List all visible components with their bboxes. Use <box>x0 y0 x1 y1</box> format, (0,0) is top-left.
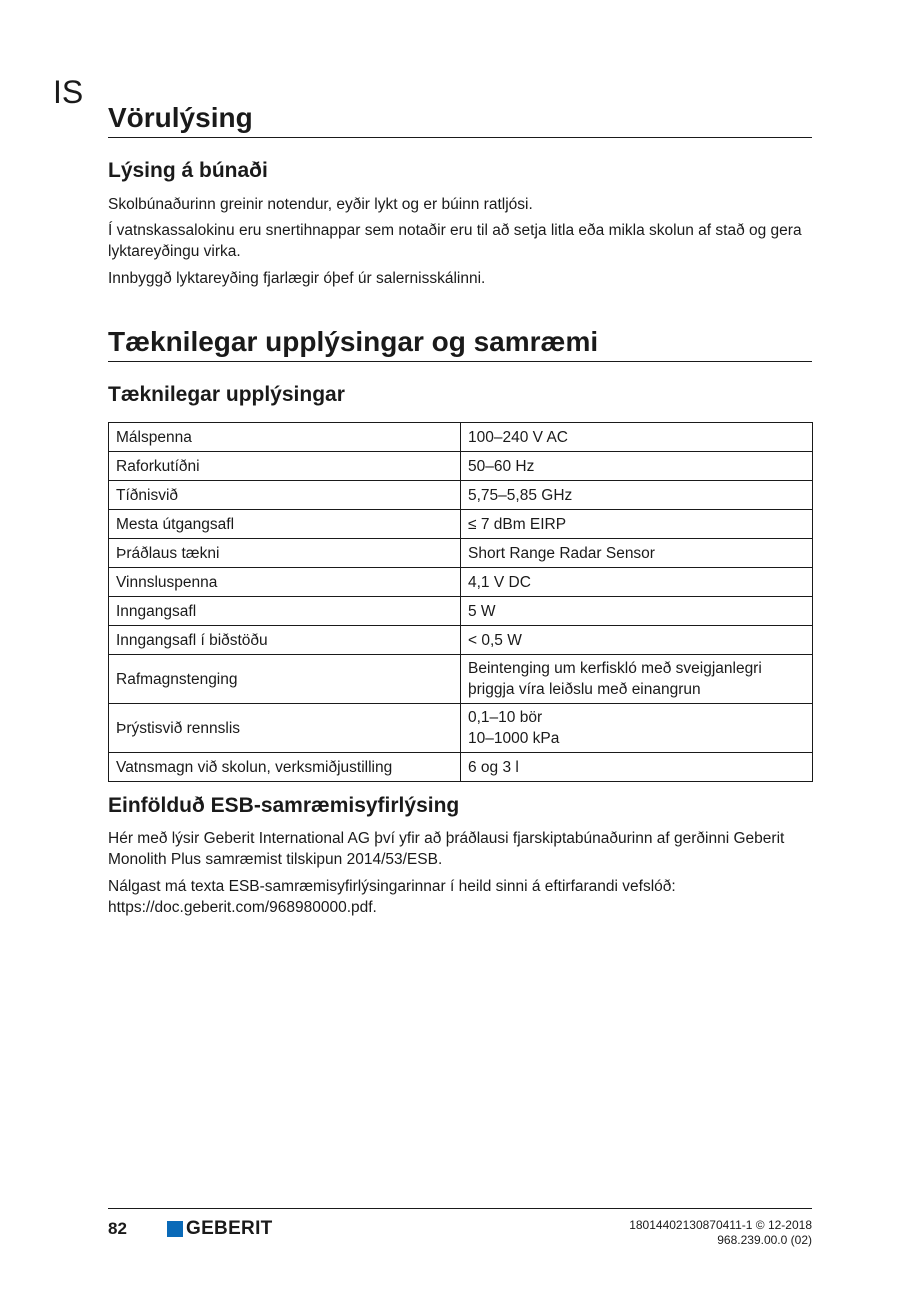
table-row <box>109 481 813 510</box>
document-code: 968.239.00.0 (02) <box>717 1233 812 1247</box>
table-cell-value: 6 og 3 l <box>461 753 813 782</box>
table-cell-parameter: Tíðnisvið <box>109 481 461 510</box>
table-row <box>109 704 813 753</box>
table-cell-value: 50–60 Hz <box>461 452 813 481</box>
logo-square-icon <box>167 1221 183 1237</box>
table-cell-parameter: Inngangsafl <box>109 597 461 626</box>
table-cell-parameter: Þrýstisvið rennslis <box>109 704 461 753</box>
device-description-paragraph: Skolbúnaðurinn greinir notendur, eyðir lykt og er búinn ratljósi. <box>108 196 533 213</box>
table-cell-parameter: Málspenna <box>109 423 461 452</box>
eu-declaration-paragraph: Hér með lýsir Geberit International AG því yfir að þráðlausi fjarskiptabúnaðurinn af gerðinni Geberit Monolith Plus samræmist tilskipun 2014/53/ESB. <box>108 830 785 868</box>
table-cell-value: 5 W <box>461 597 813 626</box>
logo-wordmark: GEBERIT <box>186 1218 273 1239</box>
table-row <box>109 568 813 597</box>
table-row <box>109 597 813 626</box>
table-row <box>109 753 813 782</box>
table-row <box>109 452 813 481</box>
table-cell-parameter: Þráðlaus tækni <box>109 539 461 568</box>
table-cell-value-line: Beintenging um kerfiskló með sveigjanlegri <box>468 660 762 677</box>
table-row <box>109 655 813 704</box>
table-cell-parameter: Rafmagnstenging <box>109 655 461 704</box>
table-cell-value <box>461 704 813 753</box>
geberit-logo <box>167 1219 273 1239</box>
device-description-paragraph: Innbyggð lyktareyðing fjarlægir óþef úr salernisskálinni. <box>108 270 486 287</box>
table-cell-value: ≤ 7 dBm EIRP <box>461 510 813 539</box>
eu-declaration-paragraph: Nálgast má texta ESB-samræmisyfirlýsingarinnar í heild sinni á eftirfarandi vefslóð: https://doc.geberit.com/968980000.pdf. <box>108 878 676 916</box>
table-cell-parameter: Vinnsluspenna <box>109 568 461 597</box>
language-code: IS <box>53 74 84 110</box>
section-heading-product: Vörulýsing <box>108 101 812 138</box>
table-row <box>109 510 813 539</box>
subheading-technical-data: Tæknilegar upplýsingar <box>108 383 345 406</box>
table-cell-value-line: 10–1000 kPa <box>468 730 560 747</box>
table-cell-parameter: Inngangsafl í biðstöðu <box>109 626 461 655</box>
table-row <box>109 626 813 655</box>
table-cell-value: 4,1 V DC <box>461 568 813 597</box>
table-cell-parameter: Mesta útgangsafl <box>109 510 461 539</box>
document-reference <box>629 1218 812 1248</box>
table-cell-value-line: þriggja víra leiðslu með einangrun <box>468 681 701 698</box>
page-number: 82 <box>108 1219 127 1238</box>
table-cell-parameter: Vatnsmagn við skolun, verksmiðjustilling <box>109 753 461 782</box>
table-cell-parameter: Raforkutíðni <box>109 452 461 481</box>
table-row <box>109 539 813 568</box>
technical-data-table <box>108 422 813 782</box>
subheading-eu-declaration: Einfölduð ESB-samræmisyfirlýsing <box>108 794 460 817</box>
table-cell-value <box>461 655 813 704</box>
footer-divider <box>108 1208 812 1209</box>
section-heading-technical: Tæknilegar upplýsingar og samræmi <box>108 325 812 362</box>
subheading-device-description: Lýsing á búnaði <box>108 159 268 182</box>
document-id: 18014402130870411-1 © 12-2018 <box>629 1218 812 1232</box>
device-description-paragraph: Í vatnskassalokinu eru snertihnappar sem notaðir eru til að setja litla eða mikla skolun af stað og gera lyktareyðingu virka. <box>108 222 802 260</box>
table-cell-value: 5,75–5,85 GHz <box>461 481 813 510</box>
table-cell-value: 100–240 V AC <box>461 423 813 452</box>
table-cell-value-line: 0,1–10 bör <box>468 709 543 726</box>
table-cell-value: < 0,5 W <box>461 626 813 655</box>
table-cell-value: Short Range Radar Sensor <box>461 539 813 568</box>
table-row <box>109 423 813 452</box>
